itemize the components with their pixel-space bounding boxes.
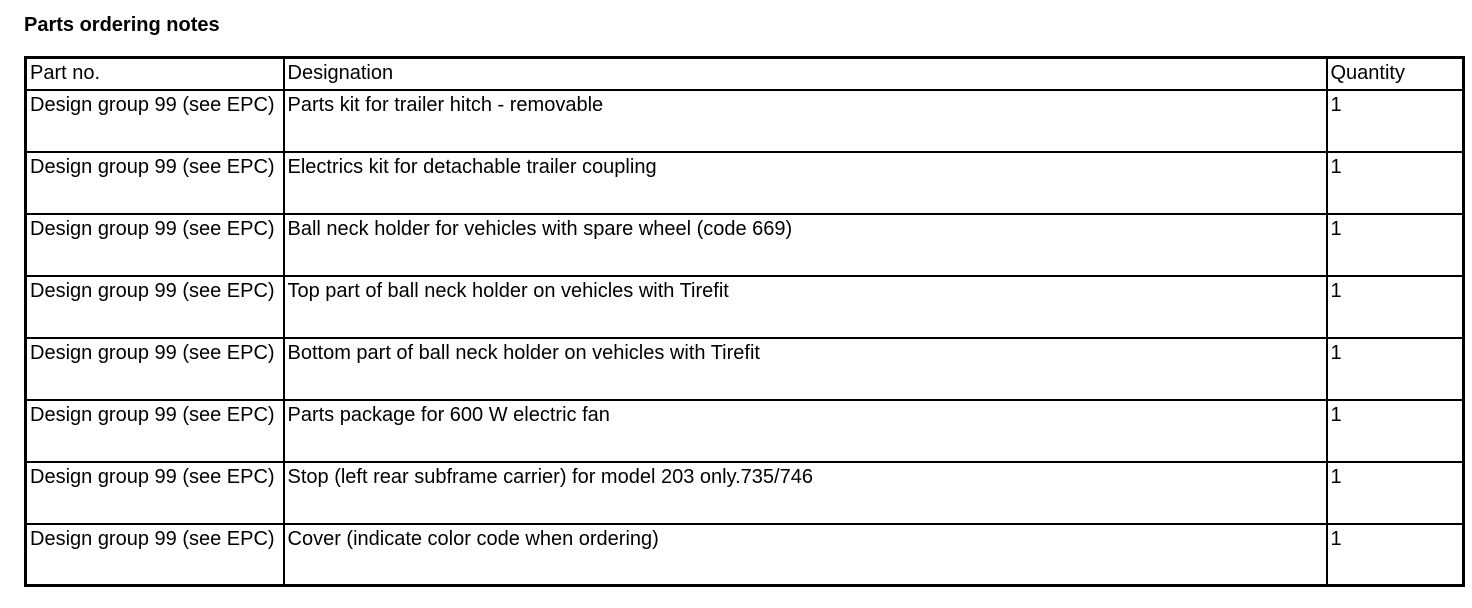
cell-part-no: Design group 99 (see EPC) bbox=[26, 338, 284, 400]
header-quantity: Quantity bbox=[1327, 58, 1464, 90]
cell-designation: Ball neck holder for vehicles with spare wheel (code 669) bbox=[284, 214, 1327, 276]
cell-designation: Parts package for 600 W electric fan bbox=[284, 400, 1327, 462]
table-row bbox=[26, 462, 1464, 524]
cell-designation: Bottom part of ball neck holder on vehicles with Tirefit bbox=[284, 338, 1327, 400]
cell-quantity: 1 bbox=[1327, 214, 1464, 276]
page-title: Parts ordering notes bbox=[24, 14, 220, 36]
cell-designation: Stop (left rear subframe carrier) for model 203 only.735/746 bbox=[284, 462, 1327, 524]
parts-table bbox=[24, 56, 1465, 587]
cell-quantity: 1 bbox=[1327, 400, 1464, 462]
table-row bbox=[26, 276, 1464, 338]
cell-part-no: Design group 99 (see EPC) bbox=[26, 90, 284, 152]
cell-designation: Electrics kit for detachable trailer coupling bbox=[284, 152, 1327, 214]
table-header-row bbox=[26, 58, 1464, 90]
cell-part-no: Design group 99 (see EPC) bbox=[26, 276, 284, 338]
table-row bbox=[26, 400, 1464, 462]
cell-part-no: Design group 99 (see EPC) bbox=[26, 524, 284, 586]
cell-designation: Top part of ball neck holder on vehicles with Tirefit bbox=[284, 276, 1327, 338]
cell-designation: Parts kit for trailer hitch - removable bbox=[284, 90, 1327, 152]
cell-quantity: 1 bbox=[1327, 524, 1464, 586]
header-part-no: Part no. bbox=[26, 58, 284, 90]
table-row bbox=[26, 214, 1464, 276]
cell-quantity: 1 bbox=[1327, 90, 1464, 152]
cell-quantity: 1 bbox=[1327, 338, 1464, 400]
table-row bbox=[26, 524, 1464, 586]
cell-quantity: 1 bbox=[1327, 276, 1464, 338]
table-row bbox=[26, 152, 1464, 214]
header-designation: Designation bbox=[284, 58, 1327, 90]
cell-part-no: Design group 99 (see EPC) bbox=[26, 462, 284, 524]
cell-part-no: Design group 99 (see EPC) bbox=[26, 400, 284, 462]
cell-quantity: 1 bbox=[1327, 462, 1464, 524]
cell-quantity: 1 bbox=[1327, 152, 1464, 214]
cell-part-no: Design group 99 (see EPC) bbox=[26, 152, 284, 214]
cell-designation: Cover (indicate color code when ordering) bbox=[284, 524, 1327, 586]
table-row bbox=[26, 90, 1464, 152]
table-row bbox=[26, 338, 1464, 400]
cell-part-no: Design group 99 (see EPC) bbox=[26, 214, 284, 276]
